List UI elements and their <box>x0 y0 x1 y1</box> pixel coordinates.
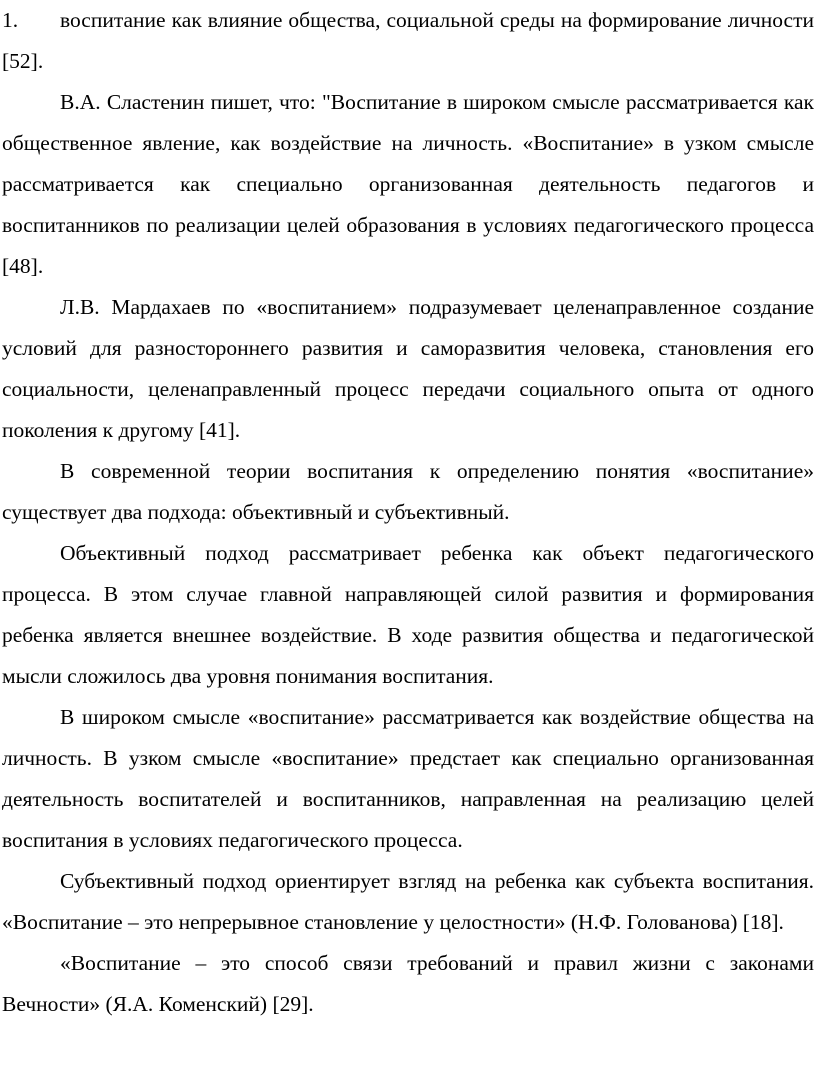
paragraph-broad-narrow-sense: В широком смысле «воспитание» рассматривается как воздействие общества на личность. В узком смысле «воспитание» предстает как специально организованная деятельность воспитателей и воспитанников, направленная на реализацию целей воспитания в условиях педагогического процесса. <box>2 705 814 852</box>
paragraph-mardakhaev: Л.В. Мардахаев по «воспитанием» подразумевает целенаправленное создание условий для разностороннего развития и саморазвития человека, становления его социальности, целенаправленный процесс передачи социального опыта от одного поколения к другому [41]. <box>2 295 814 442</box>
paragraph-objective-approach: Объективный подход рассматривает ребенка как объект педагогического процесса. В этом случае главной направляющей силой развития и формирования ребенка является внешнее воздействие. В ходе развития общества и педагогической мысли сложилось два уровня понимания воспитания. <box>2 541 814 688</box>
paragraph-slastenin: В.А. Сластенин пишет, что: "Воспитание в широком смысле рассматривается как общественное явление, как воздействие на личность. «Воспитание» в узком смысле рассматривается как специально организованная деятельность педагогов и воспитанников по реализации целей образования в условиях педагогического процесса [48]. <box>2 90 814 278</box>
paragraph-komensky-quote: «Воспитание – это способ связи требований и правил жизни с законами Вечности» (Я.А. Коменский) [29]. <box>2 951 814 1016</box>
list-item-text: воспитание как влияние общества, социальной среды на формирование личности [52]. <box>2 8 814 73</box>
paragraph-approaches: В современной теории воспитания к определению понятия «воспитание» существует два подхода: объективный и субъективный. <box>2 459 814 524</box>
list-number: 1. <box>2 8 19 32</box>
list-item-1 <box>2 0 814 82</box>
paragraph-subjective-approach: Субъективный подход ориентирует взгляд на ребенка как субъекта воспитания. «Воспитание – это непрерывное становление у целостности» (Н.Ф. Голованова) [18]. <box>2 869 814 934</box>
